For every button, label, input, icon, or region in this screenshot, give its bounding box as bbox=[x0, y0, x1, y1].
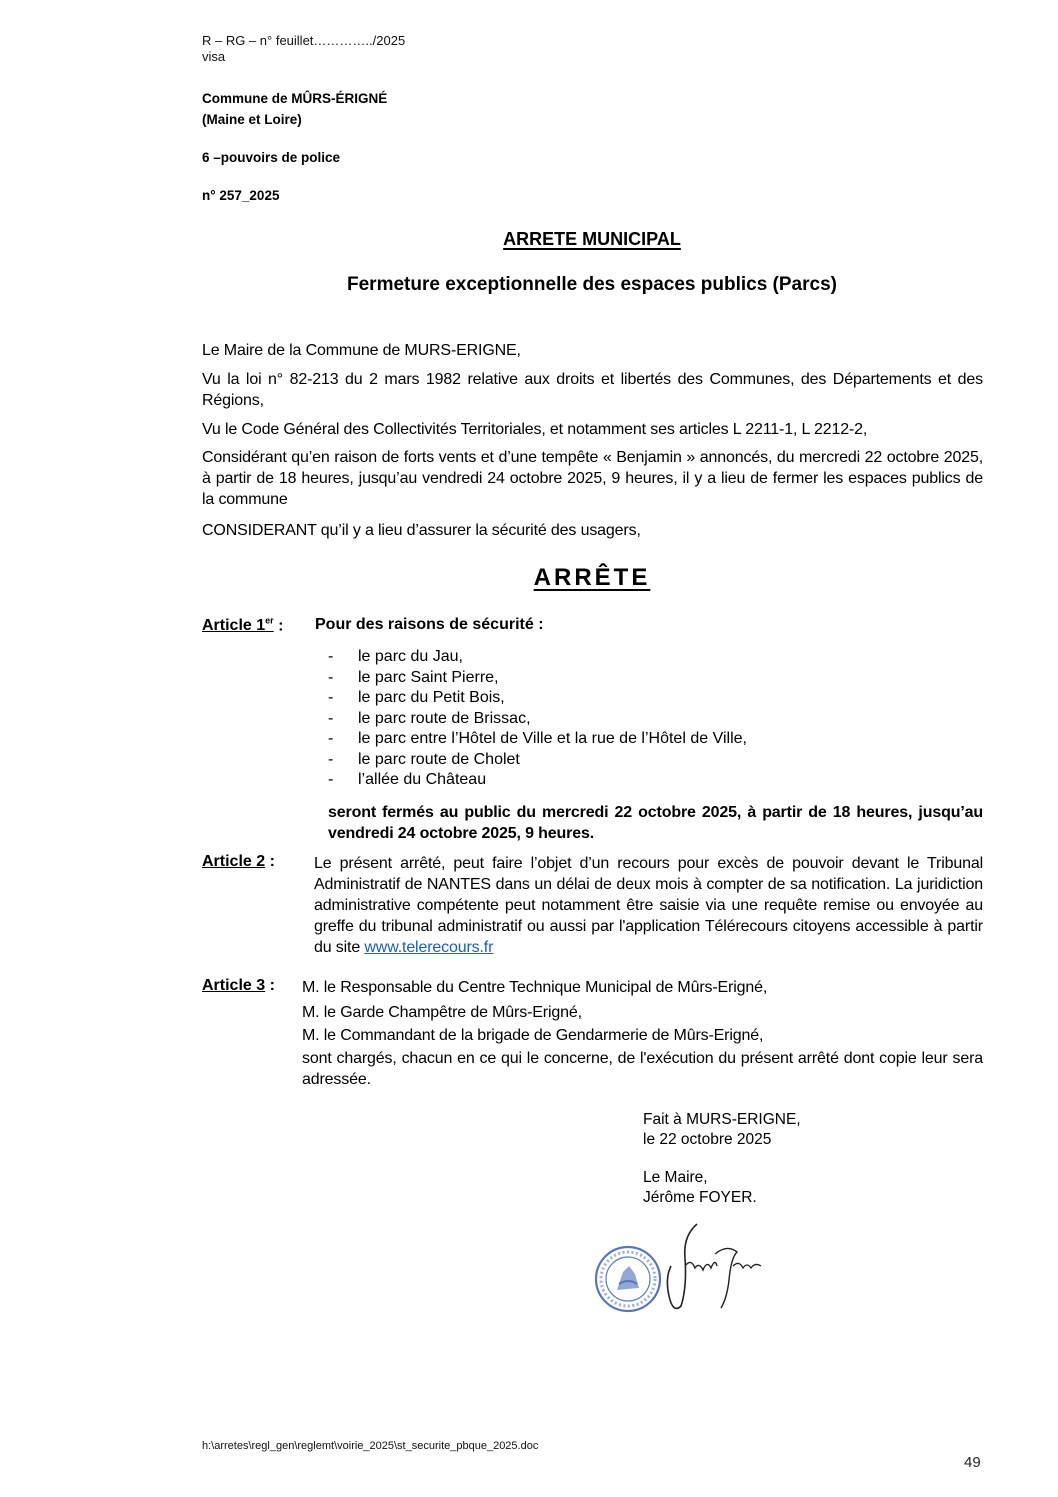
visa-label: visa bbox=[202, 49, 226, 64]
list-item: - le parc Saint Pierre, bbox=[328, 668, 747, 689]
bullet-dash: - bbox=[328, 771, 334, 788]
decree-heading bbox=[0, 564, 1058, 592]
mayor-signature-icon bbox=[655, 1218, 775, 1318]
preamble-considering: Considérant qu’en raison de forts vents et d’une tempête « Benjamin » annoncés, du mercredi 22 octobre 2025, à partir de 18 heures, jusqu’au vendredi 24 octobre 2025, 9 heures, il y a lieu de fermer les espaces publics de la commune bbox=[202, 449, 983, 508]
page-title-text: ARRETE MUNICIPAL bbox=[503, 229, 681, 249]
list-item: - le parc du Jau, bbox=[328, 647, 747, 668]
list-item: - le parc entre l’Hôtel de Ville et la rue de l’Hôtel de Ville, bbox=[328, 729, 747, 750]
article-1-conclusion: seront fermés au public du mercredi 22 octobre 2025, à partir de 18 heures, jusqu’au vendredi 24 octobre 2025, 9 heures. bbox=[328, 804, 983, 842]
bullet-dash: - bbox=[328, 709, 334, 727]
signature-name: Jérôme FOYER. bbox=[643, 1189, 757, 1206]
signature-block bbox=[643, 1110, 801, 1208]
reference-line: R – RG – n° feuillet…………../2025 bbox=[202, 33, 406, 48]
category-label: 6 –pouvoirs de police bbox=[202, 150, 341, 165]
signature-date: le 22 octobre 2025 bbox=[643, 1131, 772, 1148]
article-1-label-suffix: : bbox=[273, 617, 284, 635]
bullet-dash: - bbox=[328, 668, 334, 686]
article-1-intro: Pour des raisons de sécurité : bbox=[315, 616, 544, 633]
bullet-dash: - bbox=[328, 750, 334, 768]
preamble-code: Vu le Code Général des Collectivités Territoriales, et notamment ses articles L 2211-1, L 2212-2, bbox=[202, 421, 868, 438]
article-1-label bbox=[202, 616, 283, 635]
article-3-label-suffix: : bbox=[265, 977, 275, 994]
decree-heading-text: ARRÊTE bbox=[533, 564, 651, 591]
page-subtitle bbox=[0, 274, 1058, 296]
telerecours-link[interactable]: www.telerecours.fr bbox=[364, 939, 494, 956]
bullet-dash: - bbox=[328, 689, 334, 706]
article-1-label-text: Article 1 bbox=[202, 617, 266, 635]
list-item: - l’allée du Château bbox=[328, 770, 747, 791]
page-number: 49 bbox=[964, 1454, 981, 1471]
municipal-stamp-icon bbox=[593, 1244, 663, 1314]
article-2-label bbox=[202, 853, 275, 871]
article-2-label-text: Article 2 bbox=[202, 853, 266, 870]
article-2-label-suffix: : bbox=[265, 853, 275, 870]
article-3-line-2: M. le Garde Champêtre de Mûrs-Erigné, bbox=[302, 1004, 582, 1021]
article-1-label-sup: er bbox=[265, 616, 274, 626]
bullet-dash: - bbox=[328, 648, 334, 665]
article-3-line-1: M. le Responsable du Centre Technique Municipal de Mûrs-Erigné, bbox=[302, 979, 768, 996]
page-subtitle-text: Fermeture exceptionnelle des espaces publics (Parcs) bbox=[347, 274, 837, 295]
signature-role: Le Maire, bbox=[643, 1169, 708, 1186]
preamble-law: Vu la loi n° 82-213 du 2 mars 1982 relative aux droits et libertés des Communes, des Départements et des Régions, bbox=[202, 371, 983, 409]
article-3-label bbox=[202, 977, 275, 995]
closed-parks-list bbox=[328, 647, 747, 791]
preamble-mayor: Le Maire de la Commune de MURS-ERIGNE, bbox=[202, 342, 521, 359]
department-name: (Maine et Loire) bbox=[202, 112, 302, 127]
article-3-line-3: M. le Commandant de la brigade de Gendarmerie de Mûrs-Erigné, bbox=[302, 1027, 764, 1044]
footer-file-path: h:\arretes\regl_gen\reglemt\voirie_2025\st_securite_pbque_2025.doc bbox=[202, 1440, 539, 1452]
signature-place: Fait à MURS-ERIGNE, bbox=[643, 1111, 801, 1128]
list-item: - le parc route de Brissac, bbox=[328, 709, 747, 730]
commune-name: Commune de MÛRS-ÉRIGNÉ bbox=[202, 91, 388, 106]
article-2-text bbox=[314, 853, 983, 958]
article-2-body: Le présent arrêté, peut faire l’objet d’un recours pour excès de pouvoir devant le Tribunal Administratif de NANTES dans un délai de deux mois à compter de sa notification. La juridiction administrative compétente peut notamment être saisie via une requête remise ou envoyée au greffe du tribunal administratif ou aussi par l'application Télérecours citoyens accessible à partir du site bbox=[314, 855, 983, 956]
article-3-label-text: Article 3 bbox=[202, 977, 266, 994]
decree-number: n° 257_2025 bbox=[202, 188, 280, 203]
list-item: - le parc du Petit Bois, bbox=[328, 688, 747, 709]
bullet-dash: - bbox=[328, 730, 334, 747]
article-3-closing: sont chargés, chacun en ce qui le concerne, de l'exécution du présent arrêté dont copie leur sera adressée. bbox=[302, 1050, 983, 1088]
list-item: - le parc route de Cholet bbox=[328, 750, 747, 771]
preamble-security: CONSIDERANT qu’il y a lieu d’assurer la sécurité des usagers, bbox=[202, 522, 641, 539]
page-title bbox=[0, 229, 1058, 250]
